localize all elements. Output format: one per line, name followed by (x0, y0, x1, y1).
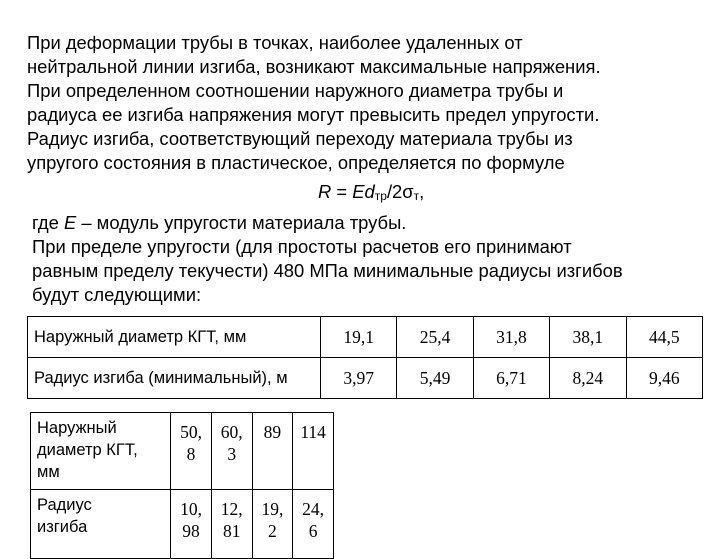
header-line: Радиус (37, 496, 92, 514)
cell-line: 89 (263, 422, 282, 442)
text-line (32, 211, 712, 235)
cell-line: 114 (300, 422, 326, 442)
table-cell: 6,71 (473, 358, 549, 399)
table-row (28, 317, 703, 358)
row-header (31, 490, 171, 559)
formula-sigma-sub: т (413, 189, 420, 203)
header-line: мм (37, 463, 60, 481)
cell-line: 3 (227, 444, 237, 464)
intro-paragraph (27, 31, 707, 175)
table-cell: 25,4 (397, 317, 473, 358)
text-line: радиуса ее изгиба напряжения могут превысить предел упругости. (27, 104, 600, 125)
bend-radius-table-large (30, 412, 334, 559)
text-line: При деформации трубы в точках, наиболее удаленных от (27, 32, 523, 53)
table-row (31, 490, 334, 559)
formula-d-sub: тр (374, 189, 387, 203)
text-line: равным пределу текучести) 480 МПа минимальные радиусы изгибов (32, 260, 623, 281)
formula-tail: , (419, 181, 425, 202)
table-row (31, 413, 334, 490)
formula-r: R (318, 181, 332, 202)
table-cell: 8,24 (550, 358, 626, 399)
cell-line: 6 (308, 521, 318, 541)
header-line: Наружный (37, 419, 117, 437)
formula-eq: = (331, 181, 353, 202)
row-header: Радиус изгиба (минимальный), м (28, 358, 321, 399)
cell-line: 8 (186, 444, 196, 464)
table-cell (171, 490, 212, 559)
table-cell: 3,97 (321, 358, 397, 399)
table-cell: 19,1 (321, 317, 397, 358)
header-line: изгиба (37, 518, 88, 536)
explanation-paragraph (32, 211, 712, 307)
cell-line: 98 (182, 521, 200, 541)
bend-radius-formula (318, 180, 424, 208)
text-line: При пределе упругости (для простоты расчетов его принимают (32, 236, 572, 257)
cell-line: 60, (220, 422, 243, 442)
table-row (28, 358, 703, 399)
table-cell (211, 413, 252, 490)
table-cell (252, 413, 293, 490)
table-cell (293, 490, 334, 559)
row-header: Наружный диаметр КГТ, мм (28, 317, 321, 358)
text-line: Радиус изгиба, соответствующий переходу материала трубы из (27, 128, 573, 149)
table-cell: 9,46 (626, 358, 702, 399)
bend-radius-table (27, 316, 703, 399)
text-line: При определенном соотношении наружного диаметра трубы и (27, 80, 564, 101)
table-cell: 44,5 (626, 317, 702, 358)
cell-line: 19, (261, 499, 284, 519)
table-cell: 5,49 (397, 358, 473, 399)
formula-sigma: σ (402, 181, 414, 202)
cell-line: 24, (302, 499, 325, 519)
cell-line: 10, (180, 499, 202, 519)
cell-line: 12, (220, 499, 243, 519)
table-cell (252, 490, 293, 559)
formula-e: E (352, 181, 365, 202)
text-line: нейтральной линии изгиба, возникают максимальные напряжения. (27, 56, 601, 77)
header-line: диаметр КГТ, (37, 441, 138, 459)
table-cell: 38,1 (550, 317, 626, 358)
cell-line: 81 (222, 521, 241, 541)
formula-slash: /2 (386, 181, 403, 202)
table-cell (211, 490, 252, 559)
cell-line: 50, (180, 422, 202, 442)
table-cell (171, 413, 212, 490)
row-header (31, 413, 171, 490)
formula-d: d (364, 181, 375, 202)
line-prefix: где (32, 212, 64, 233)
table-cell: 31,8 (473, 317, 549, 358)
line-rest: – модуль упругости материала трубы. (76, 212, 407, 233)
var-e: E (63, 212, 77, 233)
table-cell (293, 413, 334, 490)
text-line: будут следующими: (32, 284, 202, 305)
text-line: упругого состояния в пластическое, определяется по формуле (27, 152, 565, 173)
cell-line: 2 (268, 521, 277, 541)
